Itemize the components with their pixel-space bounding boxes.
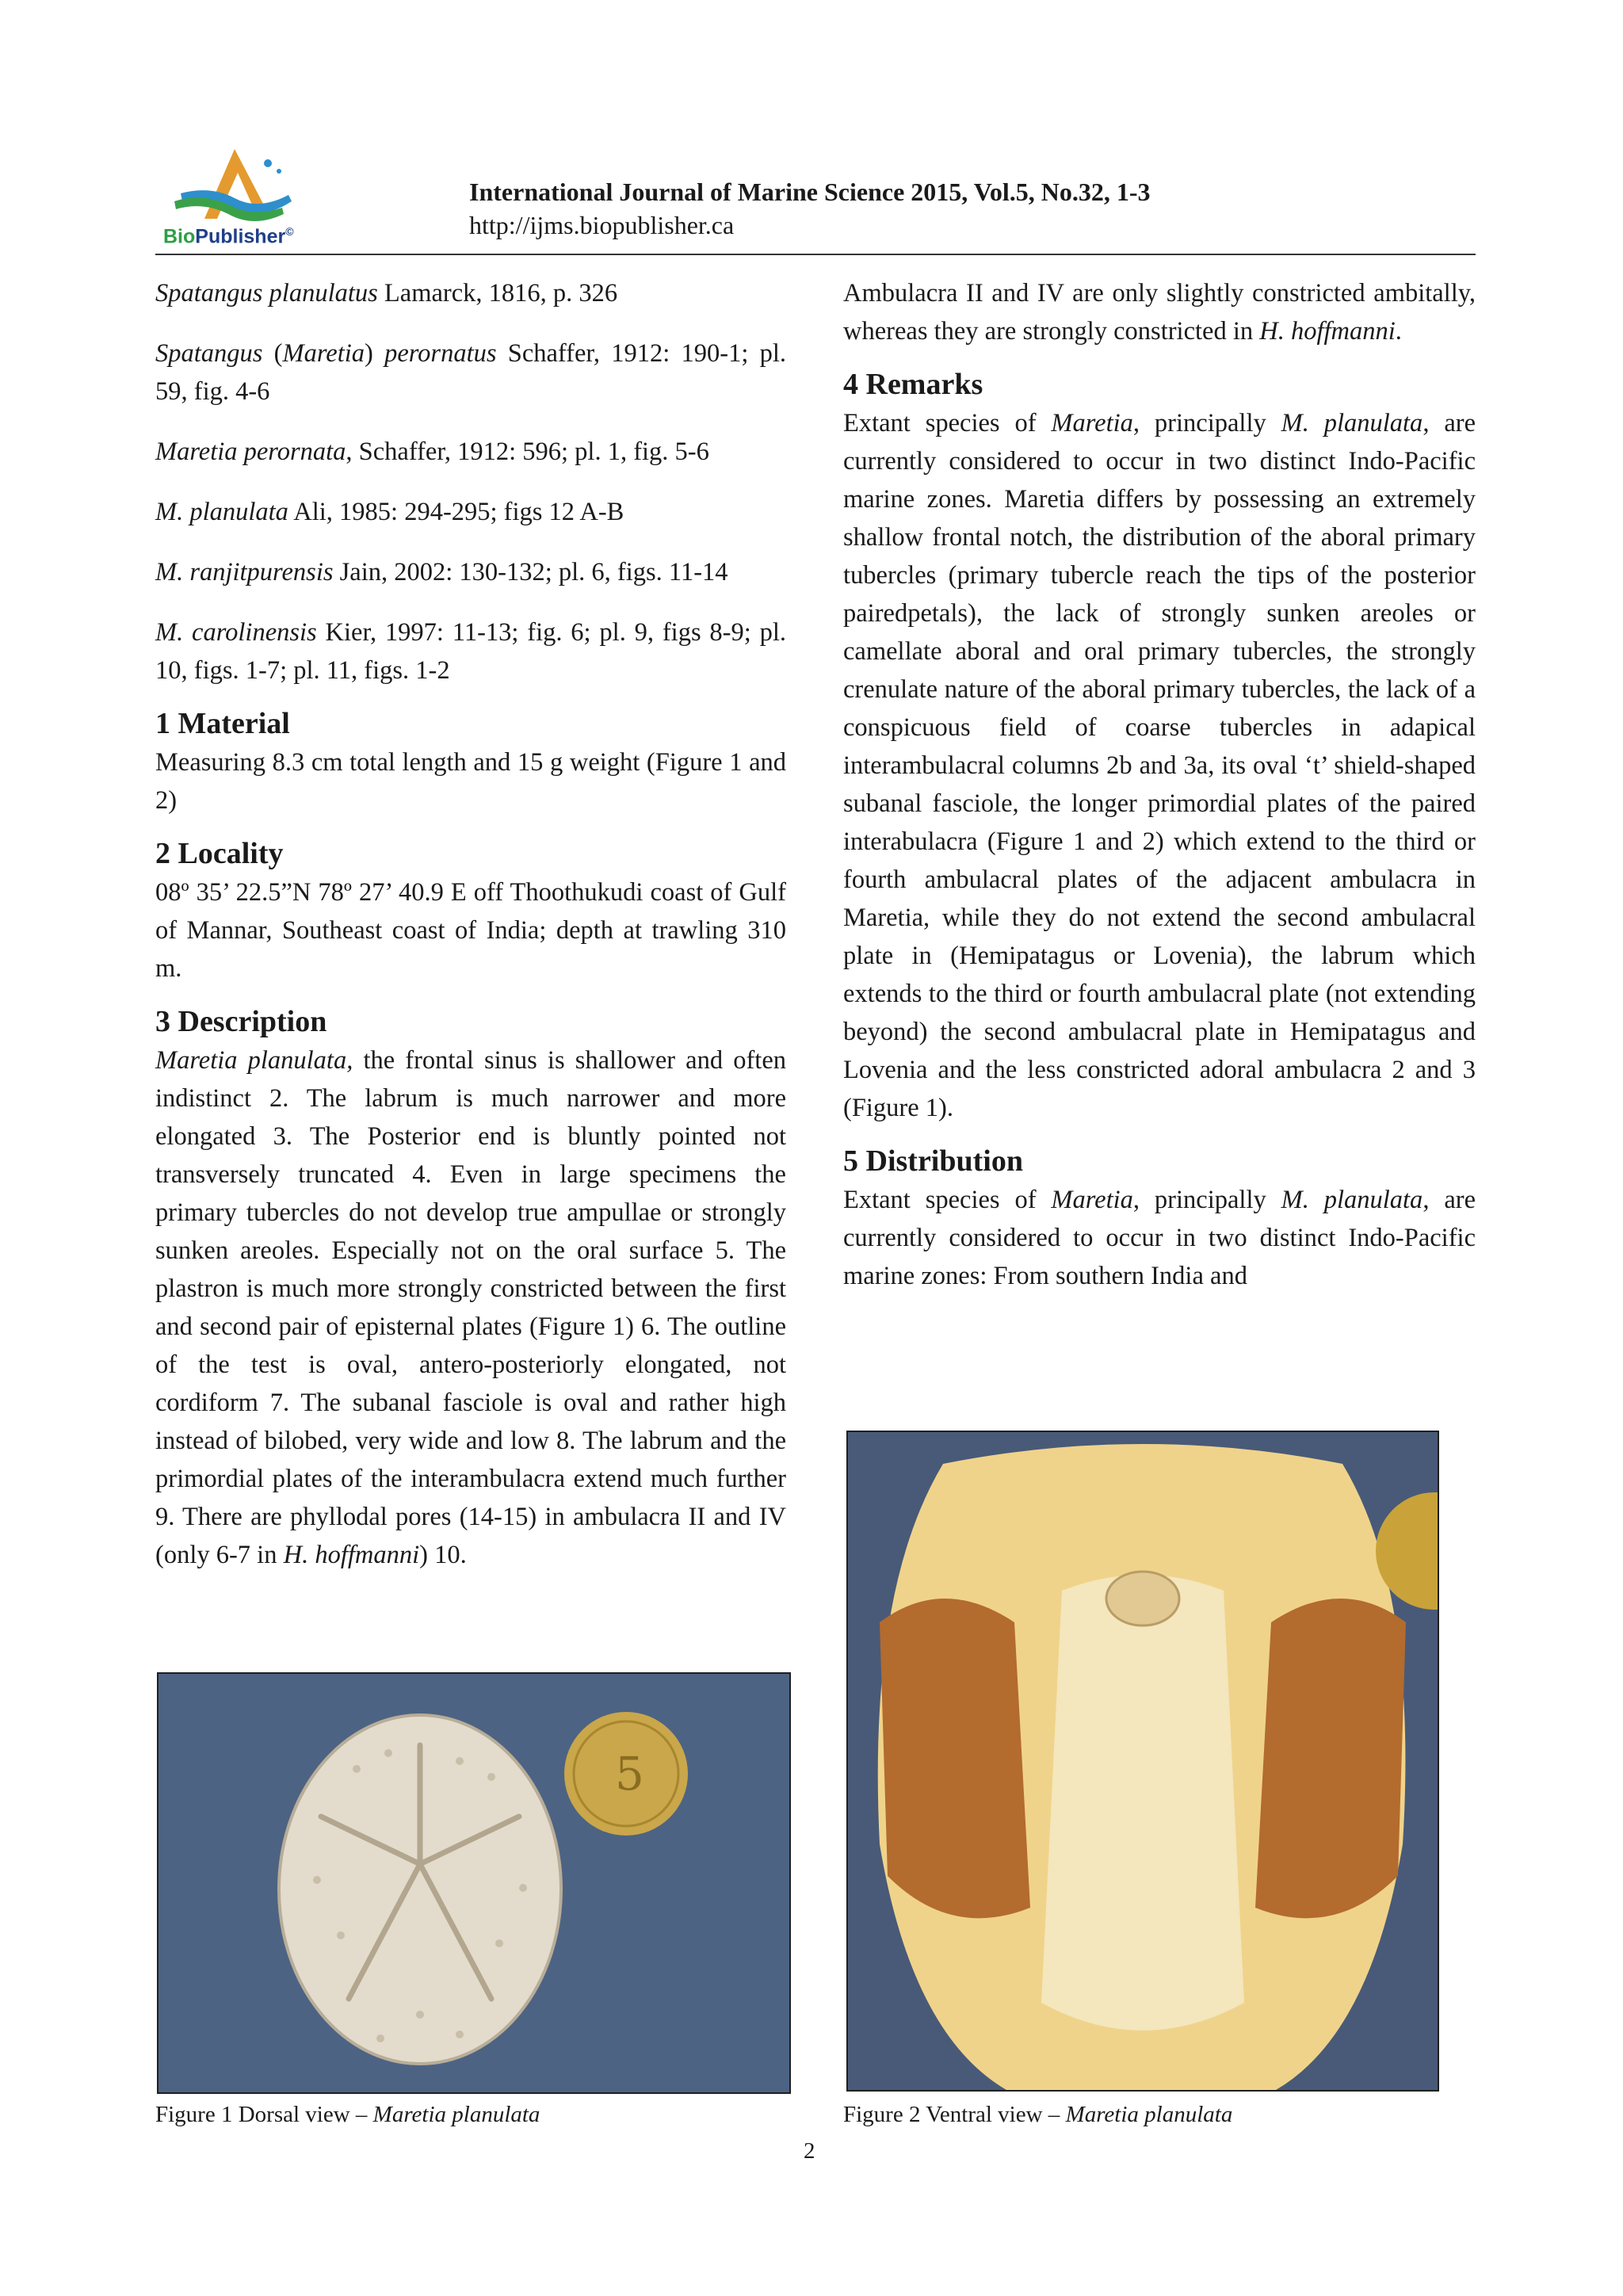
synonym-1: Spatangus planulatus Lamarck, 1816, p. 326 [155,279,618,308]
remarks-heading: 4 Remarks [843,368,983,401]
synonym-5: M. ranjitpurensis Jain, 2002: 130-132; pl. 6, figs. 11-14 [155,558,728,586]
page-number: 2 [804,2138,815,2164]
ventral-urchin-image [848,1432,1438,2090]
description-heading: 3 Description [155,1005,327,1038]
left-column [155,274,786,1596]
material-text: Measuring 8.3 cm total length and 15 g weight (Figure 1 and 2) [155,748,786,815]
synonym-4: M. planulata Ali, 1985: 294-295; figs 12 A-B [155,498,624,526]
figure-2-ventral-photo [846,1431,1439,2092]
distribution-heading: 5 Distribution [843,1144,1023,1178]
figure-1-dorsal-photo [157,1672,791,2094]
page-header [155,139,1476,257]
remarks-text: Extant species of Maretia, principally M. planulata, are currently considered to occur in two distinct Indo-Pacific marine zones. Maretia differs by possessing an extremely shallow frontal notch, the distribution of the aboral primary tubercles (primary tubercle reach the tips of the posterior pairedpetals), the lack of strongly sunken areoles or camellate aboral and oral primary tubercles, the strongly crenulate nature of the aboral primary tubercles, the lack of a conspicuous field of coarse tubercles in adapical interambulacral columns 2b and 3a, its oval ‘t’ shield-shaped subanal fasciole, the longer primordial plates of the paired interabulacra (Figure 1 and 2) which extend to the third or fourth ambulacral plates of the adjacent ambulacra in Maretia, while they do not extend the second ambulacral plate in (Hemipatagus or Lovenia), the labrum which extends to the third or fourth ambulacral plate (not extending beyond) the second ambulacral plate in Hemipatagus and Lovenia and the less constricted adoral ambulacra 2 and 3 (Figure 1). [843,409,1476,1122]
synonym-3: Maretia perornata, Schaffer, 1912: 596; pl. 1, fig. 5-6 [155,437,709,466]
synonym-6: M. carolinensis Kier, 1997: 11-13; fig. 6; pl. 9, figs 8-9; pl. 10, figs. 1-7; pl. 11, figs. 1-2 [155,618,786,685]
locality-text: 08º 35’ 22.5”N 78º 27’ 40.9 E off Thoothukudi coast of Gulf of Mannar, Southeast coast of India; depth at trawling 310 m. [155,878,786,983]
journal-title: International Journal of Marine Science 2015, Vol.5, No.32, 1-3 [469,178,1151,206]
right-column [843,274,1476,1317]
locality-heading: 2 Locality [155,837,284,870]
synonym-2: Spatangus (Maretia) perornatus Schaffer, 1912: 190-1; pl. 59, fig. 4-6 [155,339,787,406]
svg-text:5: 5 [615,1747,644,1801]
journal-url: http://ijms.biopublisher.ca [469,211,735,239]
continued-text: Ambulacra II and IV are only slightly constricted ambitally, whereas they are strongly constricted in H. hoffmanni. [843,279,1476,346]
figure-2-caption: Figure 2 Ventral view – Maretia planulata [843,2102,1233,2127]
figure-1-caption: Figure 1 Dorsal view – Maretia planulata [155,2102,540,2127]
distribution-text: Extant species of Maretia, principally M. planulata, are currently considered to occur in two distinct Indo-Pacific marine zones: From southern India and [843,1186,1476,1290]
header-rule [155,254,1476,255]
material-heading: 1 Material [155,707,290,740]
dorsal-urchin-image [158,1674,789,2092]
logo-wordmark: BioPublisher© [163,225,294,248]
description-text: Maretia planulata, the frontal sinus is shallower and often indistinct 2. The labrum is much narrower and more elongated 3. The Posterior end is bluntly pointed not transversely truncated 4. Even in large specimens the primary tubercles do not develop true ampullae or strongly sunken areoles. Especially not on the oral surface 5. The plastron is much more strongly constricted between the first and second pair of episternal plates (Figure 1) 6. The outline of the test is oval, antero-posteriorly elongated, not cordiform 7. The subanal fasciole is oval and rather high instead of bilobed, very wide and low 8. The labrum and the primordial plates of the interambulacra extend much further 9. There are phyllodal pores (14-15) in ambulacra II and IV (only 6-7 in H. hoffmanni) 10. [155,1046,786,1569]
